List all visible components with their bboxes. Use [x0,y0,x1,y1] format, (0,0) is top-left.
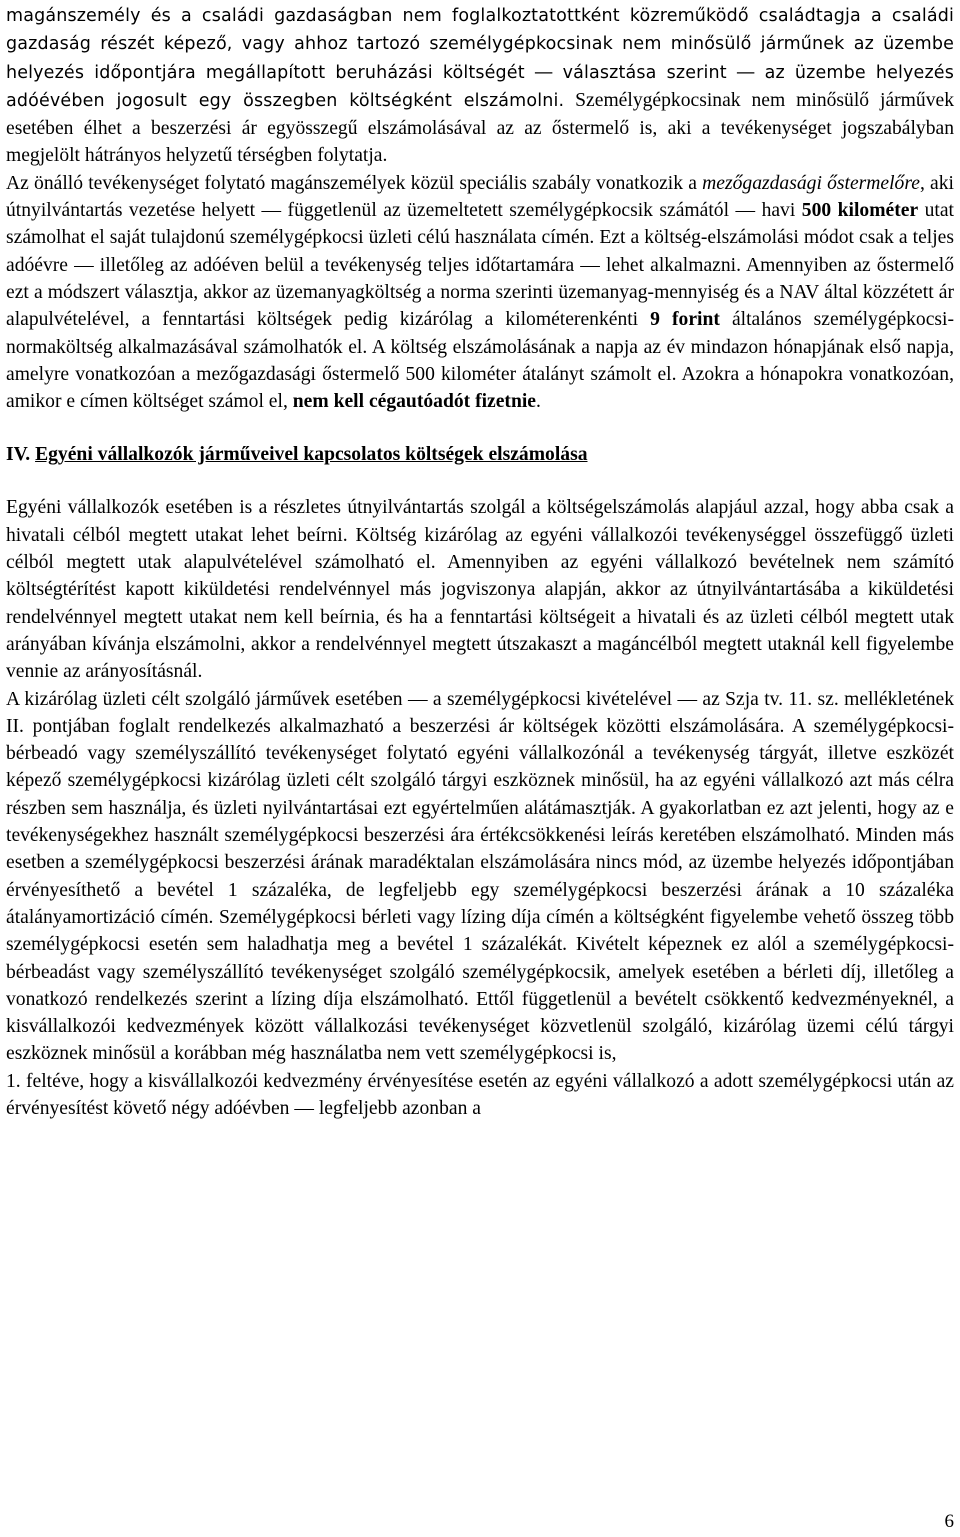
paragraph-condition-list-item: 1. feltéve, hogy a kisvállalkozói kedvezmény érvényesítése esetén az egyéni vállalkozó a adott személygépkocsi után az érvényesítést követő négy adóévben ― legfeljebb azonban a [6,1070,954,1119]
section-heading [6,441,954,468]
emphasis-bold: nem kell cégautóadót fizetnie [292,391,536,413]
paragraph-family-farm [6,2,954,170]
emphasis-italic: mezőgazdasági őstermelőre [702,172,920,194]
page-number: 6 [944,1510,954,1532]
paragraph-text: . [536,391,541,413]
section-title: Egyéni vállalkozók járműveivel kapcsolatos költségek elszámolása [35,444,588,466]
emphasis-bold: 500 kilométer [801,200,919,222]
paragraph-text: magánszemély és a családi gazdaságban nem foglalkoztatottként közreműködő családtagja a családi gazdaság részét képező, vagy ahhoz tartozó személygépkocsinak nem minősülő járműnek az üzembe helyezés időpontjára megállapított beruházási költségét ― választása szerint ― az üzembe helyezés adóévében jogosult egy összegben költségként elszámolni. [6,6,954,111]
paragraph-trip-log: Egyéni vállalkozók esetében is a részletes útnyilvántartás szolgál a költségelszámolás alapjául azzal, hogy abba csak a hivatali célból megtett utakat lehet beírni. Költség kizárólag az egyéni vállalkozói tevékenységgel összefüggő üzleti célból megtett utak alapulvételével számolható el. Amennyiben az egyéni vállalkozó bevételnek nem számító költségtérítést kapott kiküldetési rendelvénnyel más jogviszonya alapján, akkor az útnyilvántartásába a kiküldetési rendelvénnyel megtett utakat nem kell beírnia, és ha a fenntartási költségeit a hivatali és az üzleti célból megtett utak arányában kívánja elszámolni, akkor a rendelvénnyel megtett útszakaszt a magáncélból megtett utaknál kell figyelembe vennie az arányosításnál. [6,497,954,683]
paragraph-primary-producer [6,170,954,416]
emphasis-bold: 9 forint [650,309,720,331]
paragraph-text: Ezt a költség-elszámolási módot csak a teljes adóévre ― illetőleg az adóéven belül a tevékenység teljes időtartamára ― lehet alkalmazni. Amennyiben az őstermelő ezt a módszert választja, akkor az üzemanyagköltség a norma szerinti üzemanyag-mennyiség és a NAV által közzétett ár alapulvételével, a fenntartási költségek pedig kizárólag a kilométerenkénti [6,227,954,331]
paragraph-text: utat számolhat el saját tulajdonú személygépkocsi üzleti célú használata címén. [6,200,954,249]
paragraph-text: általános személygépkocsi-normaköltség alkalmazásával számolhatók el. A költség elszámolásának a napja az év mindazon hónapjának első napja, amelyre vonatkozóan a mezőgazdasági őstermelő 500 kilométer átalányt számolt el. Azokra a hónapokra vonatkozóan, amikor e címen költséget számol el, [6,309,954,413]
paragraph-text: Személygépkocsinak nem minősülő járművek esetében élhet a beszerzési ár egyösszegű elszámolásával az az őstermelő is, aki a tevékenységet jogszabályban megjelölt hátrányos helyzetű térségben folytatja. [6,89,955,167]
section-number: IV. [6,444,31,466]
paragraph-business-vehicles: A kizárólag üzleti célt szolgáló járművek esetében ― a személygépkocsi kivételével ― az Szja tv. 11. sz. mellékletének II. pontjában foglalt rendelkezés alkalmazható a beszerzési ár költségek közötti elszámolására. A személygépkocsi-bérbeadó vagy személyszállító tevékenységet folytató egyéni vállalkozónál a tevékenység tárgyát, illetve eszközét képező személygépkocsi kizárólag üzleti célt szolgáló tárgyi eszköznek minősül, ha az egyéni vállalkozó azt más célra részben sem használja, és üzleti nyilvántartásai ezt egyértelműen alátámasztják. A gyakorlatban ez azt jelenti, hogy az e tevékenységekhez használt személygépkocsi beszerzési ára értékcsökkenési leírás keretében elszámolható. Minden más esetben a személygépkocsi beszerzési árának maradéktalan elszámolására nincs mód, az üzembe helyezés időpontjában érvényesíthető a bevétel 1 százaléka, de legfeljebb egy személygépkocsi beszerzési árának a 10 százaléka átalányamortizáció címén. Személygépkocsi bérleti vagy lízing díja címén a költségként figyelembe vehető összeg több személygépkocsi esetén sem haladhatja meg a bevétel 1 százalékát. Kivételt képeznek ez alól a személygépkocsi-bérbeadást vagy személyszállító tevékenységet szolgáló személygépkocsik, amelyek esetében a bérleti díj, illetőleg a vonatkozó rendelkezés szerint a lízing díja elszámolható. Ettől függetlenül a bevételt csökkentő kedvezményeknél, a kisvállalkozói kedvezmények között vállalkozási tevékenységet közvetlenül szolgáló, kizárólag üzemi célú tárgyi eszköznek minősül a korábban még használatba nem vett személygépkocsi is, [6,688,954,1065]
paragraph-text: Az önálló tevékenységet folytató magánszemélyek közül speciális szabály vonatkozik a [6,172,703,194]
paragraph-text: , aki útnyilvántartás vezetése helyett ― függetlenül az üzemeltetett személygépkocsik számától ― havi [6,172,954,222]
